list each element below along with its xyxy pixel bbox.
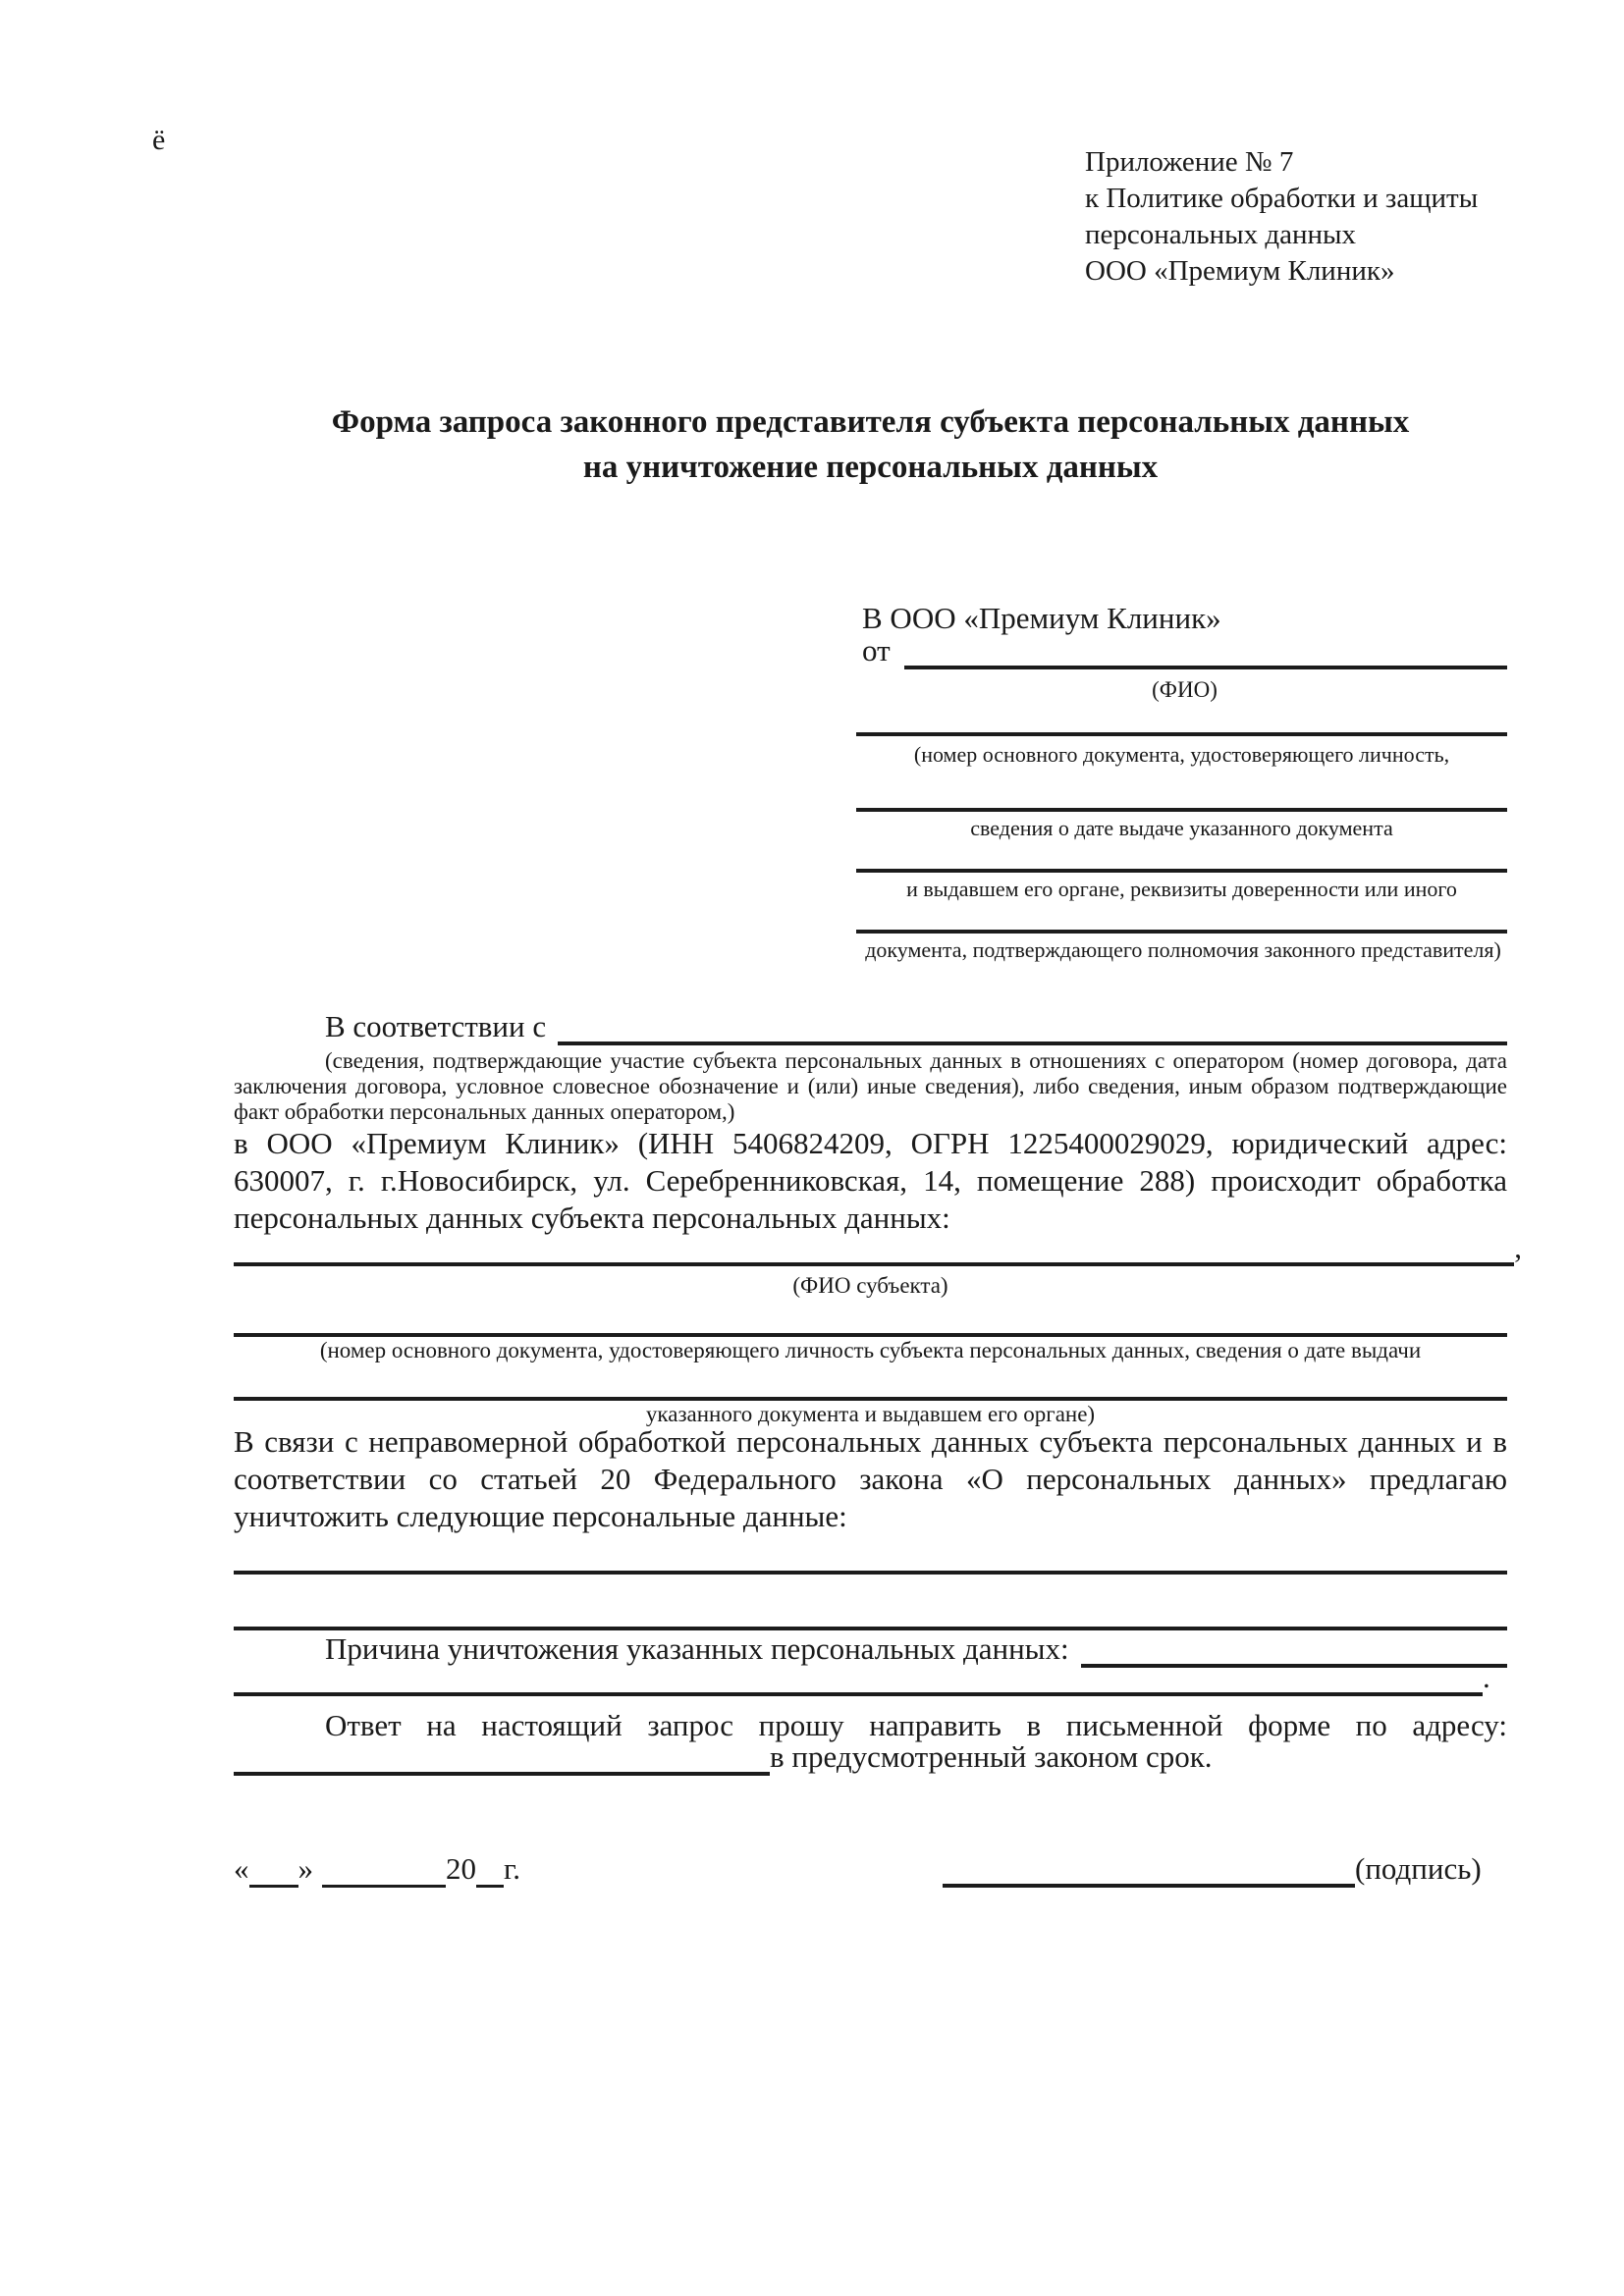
reply-paragraph: Ответ на настоящий запрос прошу направить в письменной форме по адресу: [325, 1708, 1507, 1742]
title-line-1: Форма запроса законного представителя субъекта персональных данных [331, 404, 1410, 440]
representative-doc-caption-2: сведения о дате выдаче указанного документа [970, 816, 1393, 840]
reason-line-row [234, 1660, 1520, 1696]
addressee-organization: В ООО «Премиум Клиник» [862, 601, 1221, 635]
demand-paragraph: В связи с неправомерной обработкой персональных данных субъекта персональных данных и в соответствии со статьей 20 Федерального закона «О персональных данных» предлагаю уничтожить следующие персональные данные: [234, 1424, 1507, 1533]
operator-paragraph: в ООО «Премиум Клиник» (ИНН 5406824209, ОГРН 1225400029029, юридический адрес: 630007, г. г.Новосибирск, ул. Серебренниковская, 14, помещение 288) происходит обработка персональных данных субъекта персональных данных: [234, 1126, 1507, 1235]
reason-line-period: . [1483, 1660, 1490, 1694]
accordance-row [234, 1010, 1507, 1045]
fill-line-data-1 [234, 1537, 1507, 1575]
signature-row [943, 1851, 1482, 1888]
fill-line-reply-address [234, 1739, 770, 1776]
appendix-line: ООО «Премиум Клиник» [1085, 255, 1395, 287]
date-row [234, 1851, 520, 1888]
fill-line-accordance [558, 1041, 1507, 1045]
year-text: 20 [446, 1851, 476, 1886]
reply-tail-row [234, 1739, 1213, 1776]
fill-line-representative-doc-4 [856, 897, 1507, 934]
fill-line-year [476, 1852, 504, 1888]
appendix-line: Приложение № 7 [1085, 146, 1294, 178]
reason-label: Причина уничтожения указанных персональных данных: [325, 1631, 1069, 1666]
fill-line-subject-fio [234, 1262, 1514, 1266]
fill-line-month [322, 1852, 446, 1888]
subject-line-comma: , [1514, 1230, 1522, 1264]
year-suffix: г. [504, 1851, 520, 1886]
appendix-line: к Политике обработки и защиты [1085, 183, 1479, 214]
signature-caption: (подпись) [1355, 1851, 1482, 1886]
date-quote-open: « [234, 1851, 249, 1886]
fill-line-day [249, 1852, 298, 1888]
reply-tail: в предусмотренный законом срок. [770, 1739, 1213, 1774]
fill-line-subject-doc-2 [234, 1363, 1507, 1401]
subject-fio-caption: (ФИО субъекта) [792, 1273, 948, 1298]
from-row [862, 634, 1507, 669]
fill-line-representative-doc-1 [856, 699, 1507, 736]
subject-fio-row [234, 1230, 1522, 1266]
representative-doc-caption-1: (номер основного документа, удостоверяющего личность, [913, 742, 1450, 767]
accordance-caption: (сведения, подтверждающие участие субъекта персональных данных в отношениях с оператором (номер договора, дата заключения договора, условное словесное обозначение и (или) иные сведения), либо сведения, иным образом подтверждающие факт обработки персональных данных оператором,) [234, 1048, 1507, 1124]
fill-line-reason-long [234, 1659, 1483, 1696]
fill-line-subject-doc-1 [234, 1300, 1507, 1337]
appendix-header [1085, 144, 1478, 290]
from-label: от [862, 633, 891, 667]
document-title [234, 400, 1507, 490]
accordance-label: В соответствии с [325, 1009, 547, 1043]
appendix-line: персональных данных [1085, 219, 1357, 250]
fill-line-representative-doc-2 [856, 775, 1507, 812]
title-line-2: на уничтожение персональных данных [582, 450, 1159, 485]
representative-doc-caption-4: документа, подтверждающего полномочия законного представителя) [865, 937, 1501, 962]
stray-character: ё [152, 124, 166, 156]
fio-caption: (ФИО) [1152, 677, 1218, 702]
subject-doc-caption-2: указанного документа и выдавшем его органе) [645, 1402, 1096, 1426]
fill-line-signature [943, 1851, 1355, 1888]
fill-line-data-2 [234, 1593, 1507, 1630]
subject-doc-caption-1: (номер основного документа, удостоверяющего личность субъекта персональных данных, сведения о дате выдачи [319, 1338, 1422, 1362]
fill-line-representative-doc-3 [856, 836, 1507, 873]
fill-line-representative-fio [904, 666, 1507, 669]
representative-doc-caption-3: и выдавшем его органе, реквизиты доверенности или иного [906, 877, 1457, 901]
date-quote-close: » [298, 1851, 313, 1886]
